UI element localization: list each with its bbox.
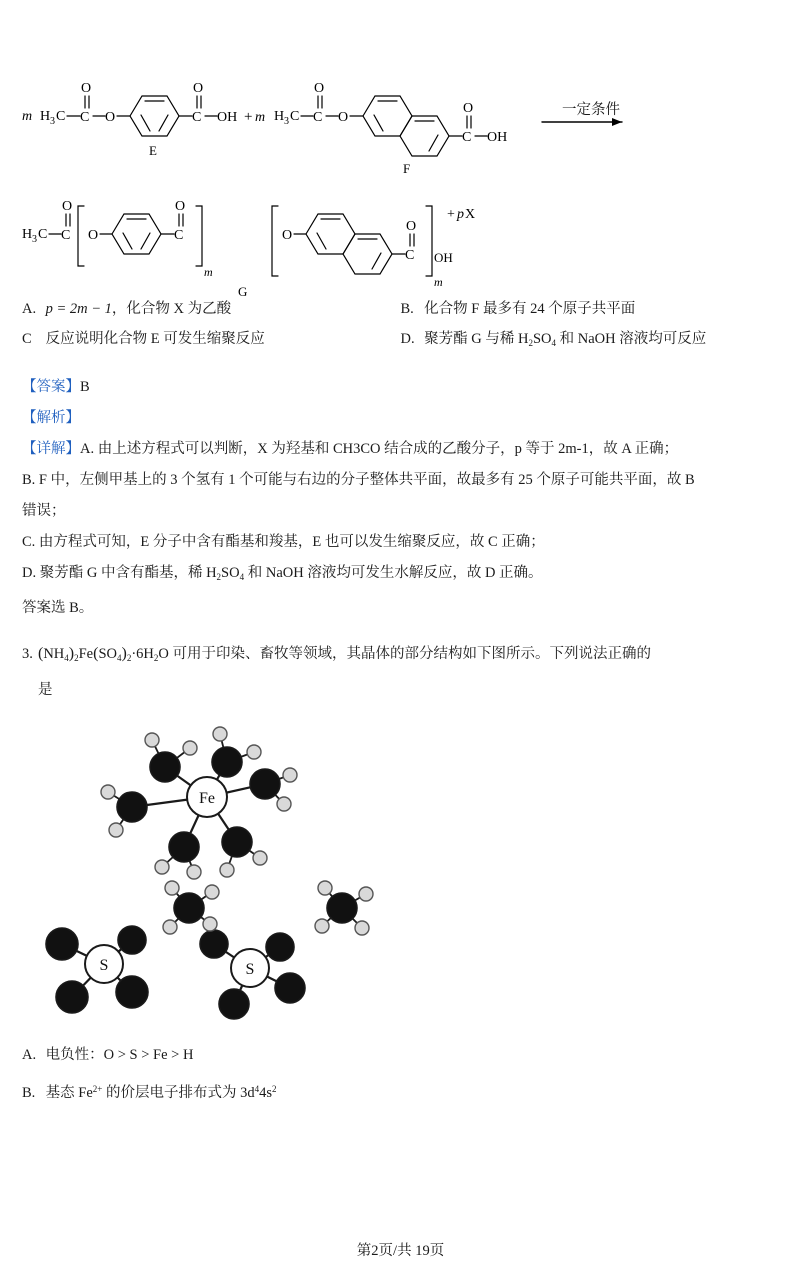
detail-d-pre: D. 聚芳酯 G 中含有酯基，稀 H	[22, 565, 217, 581]
atom-hydrogen	[165, 881, 179, 895]
atom-oxygen	[219, 989, 249, 1019]
svg-text:H: H	[274, 109, 285, 124]
option-d-sub-1: 2	[528, 338, 533, 348]
detail-d	[22, 558, 779, 593]
detail-d-mid: SO	[221, 565, 240, 581]
svg-text:F: F	[403, 161, 411, 176]
page-content	[22, 18, 779, 1110]
detail-d-sub1: 2	[216, 572, 222, 582]
svg-text:C: C	[290, 109, 300, 124]
svg-text:C: C	[405, 248, 415, 263]
svg-text:OH: OH	[434, 250, 453, 265]
option-b-label: B.	[400, 301, 414, 317]
crystal-structure-figure	[22, 712, 779, 1030]
formula-so4-close-sub: 2	[126, 653, 132, 663]
svg-text:m: m	[204, 265, 213, 279]
atom-nitrogen	[174, 893, 204, 923]
svg-text:X: X	[465, 207, 476, 222]
detail-a-text: A. 由上述方程式可以判断，X 为羟基和 CH3CO 结合成的乙酸分子，p 等于 2m-1，故 A 正确；	[80, 441, 679, 457]
atom-hydrogen	[220, 863, 234, 877]
tail-option-a-text: 电负性：O > S > Fe > H	[45, 1047, 194, 1063]
atom-oxygen	[46, 928, 78, 960]
option-d-text-1: 聚芳酯 G 与稀 H	[424, 331, 529, 347]
detail-b-line2: 错误；	[22, 503, 66, 519]
atom-oxygen	[116, 976, 148, 1008]
atom-hydrogen	[283, 768, 297, 782]
tail-option-b-mid: 的价层电子排布式为 3d	[102, 1085, 255, 1101]
atom-hydrogen	[109, 823, 123, 837]
formula-so4: SO	[98, 646, 117, 662]
atom-hydrogen	[163, 920, 177, 934]
answer-tag: 【答案】	[22, 379, 80, 395]
atom-hydrogen	[253, 851, 267, 865]
svg-text:O: O	[193, 81, 204, 96]
option-b-text: 化合物 F 最多有 24 个原子共平面	[424, 301, 636, 317]
detail-b-line1: B. F 中，左侧甲基上的 3 个氢有 1 个可能与右边的分子整体共平面，故最多有 25 个原子可能共平面，故 B	[22, 472, 695, 488]
atom-hydrogen	[155, 860, 169, 874]
conclusion: 答案选 B。	[22, 600, 94, 616]
svg-text:O: O	[175, 199, 186, 214]
svg-text:E: E	[149, 143, 157, 158]
detail-d-post: 和 NaOH 溶液均可发生水解反应，故 D 正确。	[244, 565, 543, 581]
detail-a	[22, 434, 779, 465]
svg-text:p: p	[457, 207, 464, 222]
option-d	[401, 324, 780, 358]
svg-text:3: 3	[284, 116, 289, 127]
svg-text:O: O	[463, 101, 474, 116]
atom-oxygen	[222, 827, 252, 857]
atom-oxygen	[169, 832, 199, 862]
svg-text:H: H	[22, 227, 33, 242]
svg-text:OH: OH	[487, 130, 508, 145]
question-3	[22, 638, 779, 706]
atom-hydrogen	[277, 797, 291, 811]
svg-text:+: +	[244, 109, 253, 125]
answer-line	[22, 372, 779, 403]
tail-option-b-sup2: 4	[254, 1084, 260, 1094]
atom-hydrogen	[359, 887, 373, 901]
svg-text:C: C	[38, 227, 48, 242]
svg-text:O: O	[282, 228, 293, 243]
option-d-text-2: SO	[532, 331, 552, 347]
option-row-ab	[22, 294, 779, 324]
atom-hydrogen	[213, 727, 227, 741]
formula-nh4-sub: 4	[64, 653, 69, 663]
formula-dot-h2o: ·6H	[131, 646, 154, 662]
question-3-line2: 是	[38, 682, 53, 698]
atom-oxygen	[266, 933, 294, 961]
analysis-tag: 【解析】	[22, 410, 80, 426]
tail-option-a	[22, 1038, 779, 1072]
atom-hydrogen	[205, 885, 219, 899]
atom-oxygen	[275, 973, 305, 1003]
atom-iron-label: Fe	[199, 790, 215, 807]
atom-sulfur-label-1: S	[99, 957, 109, 974]
formula-fe: Fe	[78, 646, 94, 662]
svg-text:O: O	[81, 81, 92, 96]
svg-text:C: C	[192, 110, 202, 125]
option-c-text: 反应说明化合物 E 可发生缩聚反应	[45, 331, 265, 347]
svg-text:+: +	[447, 207, 455, 222]
atom-hydrogen	[101, 785, 115, 799]
question-3-line1: 可用于印染、畜牧等领域，其晶体的部分结构如下图所示。下列说法正确的	[168, 646, 651, 662]
atom-hydrogen	[247, 745, 261, 759]
svg-text:OH: OH	[217, 110, 238, 125]
atom-hydrogen	[315, 919, 329, 933]
svg-text:O: O	[406, 219, 417, 234]
atom-hydrogen	[145, 733, 159, 747]
option-c-label: C	[22, 331, 32, 347]
option-d-text-3: 和 NaOH 溶液均可反应	[556, 331, 707, 347]
svg-text:O: O	[338, 110, 349, 125]
answer-value: B	[80, 379, 90, 395]
svg-text:H: H	[40, 109, 51, 124]
tail-option-b-mid2: 4s	[259, 1085, 272, 1101]
tail-option-b-pre: 基态 Fe	[45, 1085, 93, 1101]
tail-options	[22, 1038, 779, 1110]
svg-text:O: O	[314, 81, 325, 96]
question-3-number: 3.	[22, 646, 33, 662]
svg-text:C: C	[313, 110, 323, 125]
crystal-structure-svg	[22, 712, 442, 1030]
formula-so4-paren-close: )	[121, 645, 127, 662]
svg-text:m: m	[255, 110, 266, 125]
atom-oxygen	[212, 747, 242, 777]
detail-tag: 【详解】	[22, 441, 80, 457]
option-d-sub-2: 4	[551, 338, 556, 348]
tail-option-b-sup3: 2	[271, 1084, 277, 1094]
reaction-condition-label: 一定条件	[562, 102, 620, 118]
formula-so4-paren-open: (	[93, 645, 99, 662]
svg-text:m: m	[22, 109, 33, 124]
svg-text:C: C	[56, 109, 66, 124]
option-a-text: ，化合物 X 为乙酸	[111, 301, 232, 317]
svg-text:C: C	[462, 130, 472, 145]
option-b	[401, 294, 780, 324]
option-row-cd	[22, 324, 779, 358]
svg-text:G: G	[238, 284, 248, 299]
option-c	[22, 324, 401, 358]
formula-paren-close: )	[68, 645, 75, 662]
detail-d-sub2: 4	[239, 572, 245, 582]
option-a-formula: p = 2m − 1	[45, 301, 112, 317]
atom-hydrogen	[183, 741, 197, 755]
atom-hydrogen	[318, 881, 332, 895]
atom-sulfur-label-2: S	[245, 961, 255, 978]
tail-option-b-sup: 2+	[92, 1084, 103, 1094]
svg-text:C: C	[61, 228, 71, 243]
option-d-label: D.	[400, 331, 415, 347]
atom-oxygen	[200, 930, 228, 958]
question-3-text	[22, 638, 779, 674]
atom-hydrogen	[203, 917, 217, 931]
page-footer: 第2页/共 19页	[356, 1243, 445, 1259]
atom-hydrogen	[187, 865, 201, 879]
svg-text:3: 3	[50, 116, 55, 127]
atom-nitrogen	[327, 893, 357, 923]
answer-block	[22, 372, 779, 624]
svg-text:O: O	[105, 110, 116, 125]
svg-text:O: O	[88, 228, 99, 243]
svg-text:C: C	[174, 228, 184, 243]
option-a	[22, 294, 401, 324]
svg-text:m: m	[434, 275, 443, 289]
svg-text:O: O	[62, 199, 73, 214]
formula-o: O	[158, 646, 169, 662]
formula-so4-sub: 4	[116, 653, 122, 663]
atom-oxygen	[117, 792, 147, 822]
atom-oxygen	[56, 981, 88, 1013]
atom-oxygen	[250, 769, 280, 799]
detail-c: C. 由方程式可知，E 分子中含有酯基和羧基，E 也可以发生缩聚反应，故 C 正确；	[22, 534, 545, 550]
tail-option-a-label: A.	[22, 1047, 37, 1063]
formula-paren-open: (	[38, 645, 44, 662]
formula-paren-close-sub: 2	[74, 653, 79, 663]
svg-text:C: C	[80, 110, 90, 125]
reaction-scheme-figure	[22, 40, 779, 299]
option-a-label: A.	[22, 301, 37, 317]
tail-option-b	[22, 1072, 779, 1110]
formula-nh4: NH	[43, 646, 65, 662]
tail-option-b-label: B.	[22, 1085, 36, 1101]
atom-oxygen	[118, 926, 146, 954]
reaction-scheme-svg	[22, 40, 779, 299]
svg-text:3: 3	[32, 234, 37, 245]
formula-h2o-sub: 2	[153, 653, 159, 663]
atom-oxygen	[150, 752, 180, 782]
options-list	[22, 294, 779, 358]
atom-hydrogen	[355, 921, 369, 935]
